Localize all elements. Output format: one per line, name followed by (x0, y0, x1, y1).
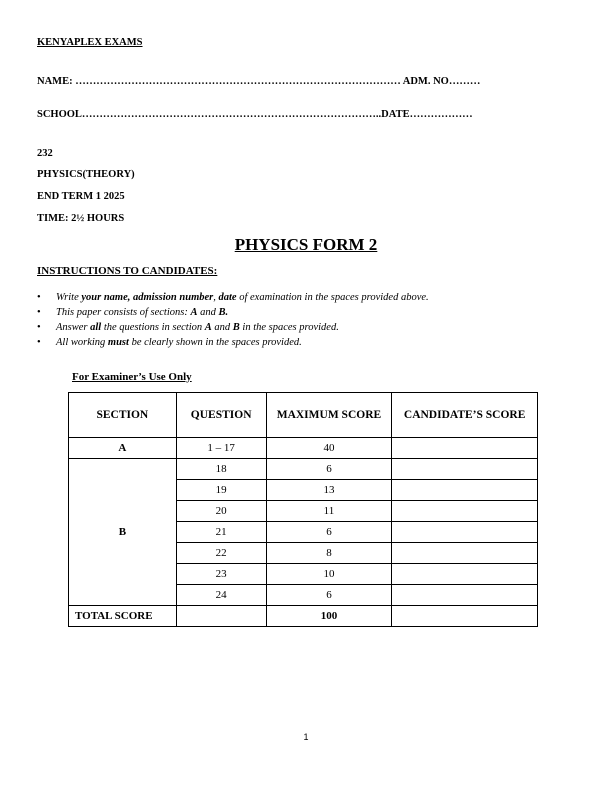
time-allowed: TIME: 2½ HOURS (37, 213, 125, 224)
max-score-cell: 40 (266, 438, 392, 459)
instruction-item: • Answer all the questions in section A and B in the spaces provided. (37, 322, 339, 333)
header-maximum-score: MAXIMUM SCORE (266, 393, 392, 438)
bullet-icon: • (37, 307, 41, 318)
term: END TERM 1 2025 (37, 191, 125, 202)
candidate-score-cell[interactable] (392, 480, 538, 501)
candidate-score-cell[interactable] (392, 585, 538, 606)
max-score-cell: 11 (266, 501, 392, 522)
org-name: KENYAPLEX EXAMS (37, 37, 143, 48)
examiner-score-table (68, 392, 538, 627)
max-score-cell: 6 (266, 459, 392, 480)
question-cell: 18 (176, 459, 266, 480)
table-row (69, 438, 538, 459)
instruction-item: • Write your name, admission number, date of examination in the spaces provided above. (37, 292, 429, 303)
instruction-item: • This paper consists of sections: A and B. (37, 307, 229, 318)
question-cell: 23 (176, 564, 266, 585)
candidate-score-cell[interactable] (392, 543, 538, 564)
max-score-cell: 6 (266, 585, 392, 606)
table-row (69, 459, 538, 480)
instruction-item: • All working must be clearly shown in the spaces provided. (37, 337, 302, 348)
bullet-icon: • (37, 337, 41, 348)
bullet-icon: • (37, 322, 41, 333)
question-cell: 19 (176, 480, 266, 501)
header-question: QUESTION (176, 393, 266, 438)
subject: PHYSICS(THEORY) (37, 169, 135, 180)
page-number: 1 (303, 732, 309, 742)
section-b-label: B (69, 459, 177, 606)
school-date-line[interactable]: SCHOOL…………………………………………………………………………..DATE……………… (37, 109, 473, 120)
header-section: SECTION (69, 393, 177, 438)
question-cell (176, 606, 266, 627)
total-candidate-score[interactable] (392, 606, 538, 627)
total-max-score: 100 (266, 606, 392, 627)
question-cell: 24 (176, 585, 266, 606)
total-score-label: TOTAL SCORE (69, 606, 177, 627)
candidate-score-cell[interactable] (392, 438, 538, 459)
instructions-list (37, 290, 429, 350)
total-row (69, 606, 538, 627)
max-score-cell: 10 (266, 564, 392, 585)
candidate-score-cell[interactable] (392, 522, 538, 543)
candidate-score-cell[interactable] (392, 564, 538, 585)
question-cell: 1 – 17 (176, 438, 266, 459)
question-cell: 20 (176, 501, 266, 522)
section-a-label: A (69, 438, 177, 459)
paper-code: 232 (37, 148, 53, 159)
page-title: PHYSICS FORM 2 (234, 235, 378, 254)
bullet-icon: • (37, 292, 41, 303)
max-score-cell: 8 (266, 543, 392, 564)
name-adm-line[interactable]: NAME: ………………………………………………………………………………… ADM. NO……… (37, 76, 481, 87)
max-score-cell: 6 (266, 522, 392, 543)
instructions-heading: INSTRUCTIONS TO CANDIDATES: (37, 265, 218, 277)
question-cell: 22 (176, 543, 266, 564)
table-header-row (69, 393, 538, 438)
candidate-score-cell[interactable] (392, 501, 538, 522)
header-candidate-score: CANDIDATE’S SCORE (392, 393, 538, 438)
question-cell: 21 (176, 522, 266, 543)
candidate-score-cell[interactable] (392, 459, 538, 480)
max-score-cell: 13 (266, 480, 392, 501)
examiner-caption: For Examiner’s Use Only (72, 371, 192, 383)
